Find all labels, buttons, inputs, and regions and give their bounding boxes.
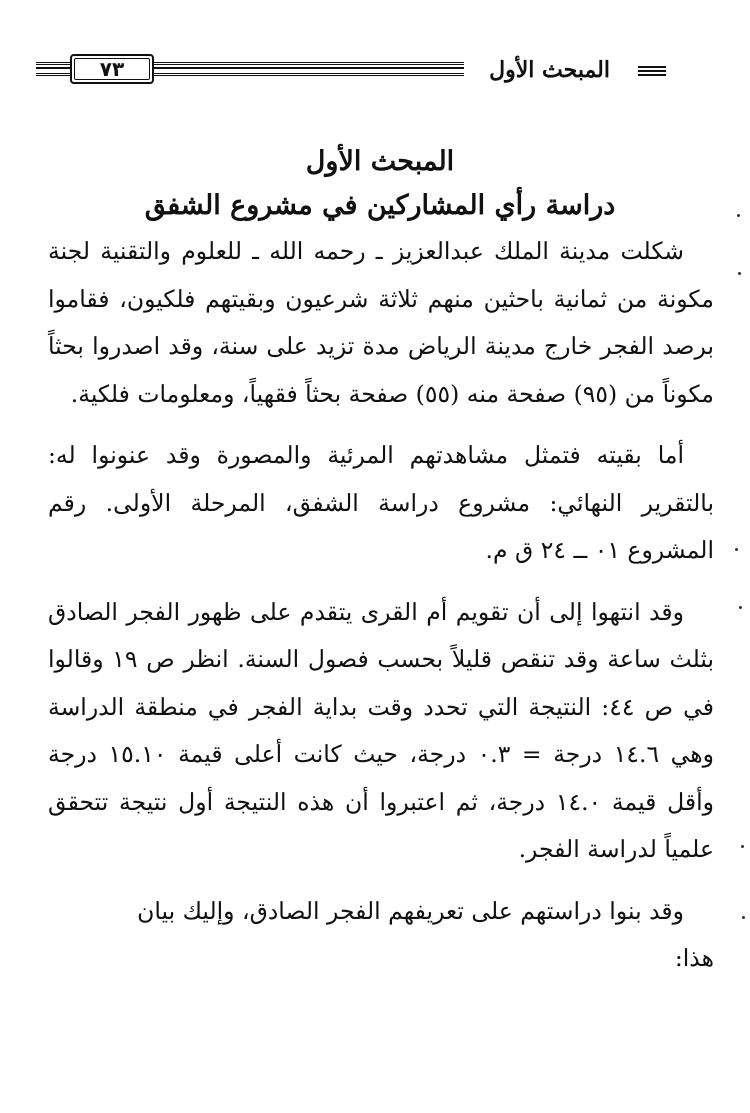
paragraph: أما بقيته فتمثل مشاهدتهم المرئية والمصورة وقد عنونوا له: بالتقرير النهائي: مشروع دراسة الشفق، المرحلة الأولى. رقم المشروع ٠١ ــ ٢٤ ق م. (48, 441, 714, 564)
page-number: ٧٣ (99, 57, 125, 81)
paragraph: شكلت مدينة الملك عبدالعزيز ـ رحمه الله ـ للعلوم والتقنية لجنة مكونة من ثمانية باحثين منهم ثلاثة شرعيون وبقيتهم فلكيون، فقاموا برصد الفجر خارج مدينة الرياض مدة تزيد على سنة، وقد اصدروا بحثاً مكوناً من (٩٥) صفحة منه (٥٥) صفحة بحثاً فقهياً، ومعلومات فلكية. (48, 237, 714, 408)
header-marker-icon (638, 66, 666, 78)
page-subtitle: دراسة رأي المشاركين في مشروع الشفق (144, 190, 616, 221)
page-title: المبحث الأول (305, 146, 455, 177)
paragraph-continuation: هذا: (674, 944, 714, 972)
scan-speck (737, 214, 740, 217)
title-block (120, 140, 640, 228)
running-section-title: المبحث الأول (489, 57, 610, 83)
paragraph: وقد بنوا دراستهم على تعريفهم الفجر الصادق، وإليك بيان (137, 896, 684, 925)
body-text (48, 228, 714, 983)
paragraph: وقد انتهوا إلى أن تقويم أم القرى يتقدم على ظهور الفجر الصادق بثلث ساعة وقد تنقص قليلاً بحسب فصول السنة. انظر ص ١٩ وقالوا في ص ٤٤: النتيجة التي تحدد وقت بداية الفجر في منطقة الدراسة وهي ١٤.٦ درجة = ٠.٣ درجة، حيث كانت أعلى قيمة ١٥.١٠ درجة وأقل قيمة ١٤.٠ درجة، ثم اعتبروا أن هذه النتيجة أول نتيجة تتحقق علمياً لدراسة الفجر. (48, 597, 714, 863)
scan-speck (741, 845, 744, 848)
scan-speck (738, 272, 741, 275)
scan-speck (739, 606, 742, 609)
scan-speck (735, 548, 738, 551)
running-header (36, 52, 666, 88)
page-number-frame (70, 54, 154, 84)
scan-speck (742, 916, 745, 919)
